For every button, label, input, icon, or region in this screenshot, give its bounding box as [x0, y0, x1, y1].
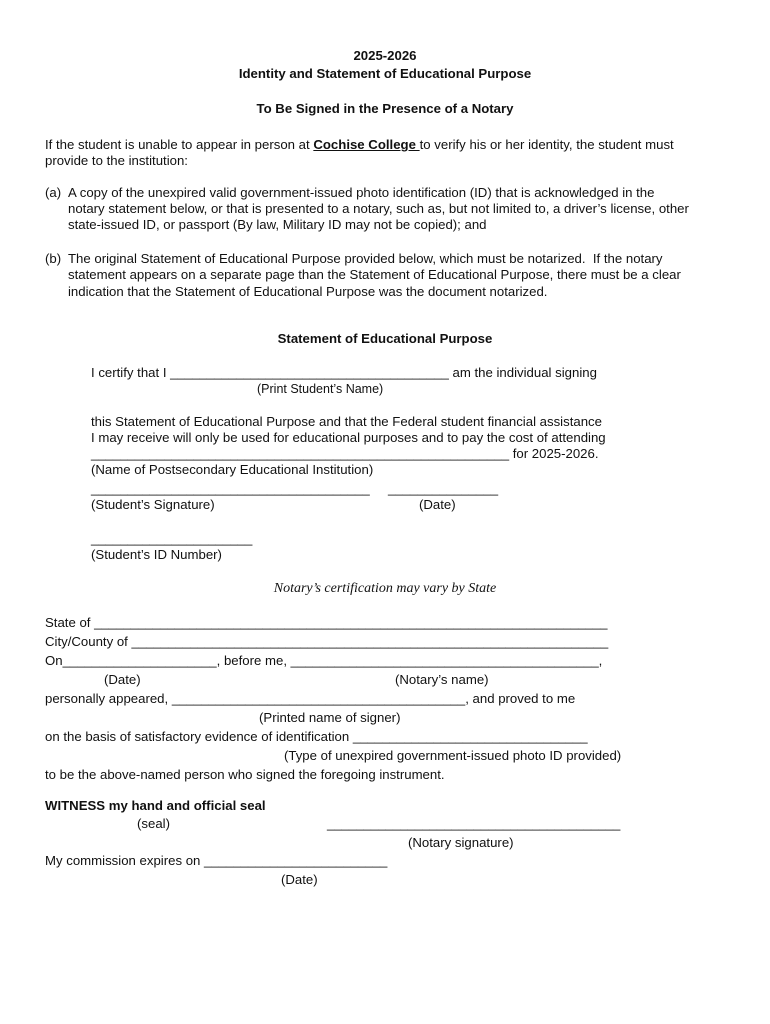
notary-note: Notary’s certification may vary by State	[273, 581, 497, 596]
commission-date-caption: (Date)	[281, 872, 318, 887]
student-id-caption: (Student’s ID Number)	[91, 547, 222, 562]
statement-heading: Statement of Educational Purpose	[277, 331, 493, 346]
student-signature-caption: (Student’s Signature)	[91, 497, 215, 512]
institution-caption: (Name of Postsecondary Educational Institution)	[91, 462, 374, 477]
item-b-label: (b)	[45, 251, 62, 266]
foregoing-instrument-line: to be the above-named person who signed the foregoing instrument.	[45, 767, 445, 782]
print-name-caption: (Print Student’s Name)	[257, 382, 384, 396]
notary-signature-caption: (Notary signature)	[408, 835, 514, 850]
item-b-line-3: indication that the Statement of Educational Purpose was the document notarized.	[68, 284, 548, 299]
intro-line-1	[45, 137, 674, 153]
witness-heading: WITNESS my hand and official seal	[45, 798, 266, 813]
seal-label: (seal)	[137, 816, 170, 831]
college-name: Cochise College	[313, 137, 420, 152]
intro-text-post: to verify his or her identity, the student must	[419, 137, 674, 152]
institution-line[interactable]: _________________________________________________________ for 2025-2026.	[91, 446, 599, 461]
state-line[interactable]: State of ______________________________________________________________________	[45, 615, 608, 630]
student-id-line[interactable]: ______________________	[91, 531, 253, 546]
form-title: Identity and Statement of Educational Purpose	[238, 66, 532, 81]
statement-body-line-1: this Statement of Educational Purpose and that the Federal student financial assistance	[91, 414, 602, 429]
notary-name-caption: (Notary’s name)	[395, 672, 489, 687]
form-subtitle: To Be Signed in the Presence of a Notary	[256, 101, 514, 116]
student-date-caption: (Date)	[419, 497, 456, 512]
student-signature-line[interactable]: ______________________________________ _______________	[91, 481, 499, 496]
city-county-line[interactable]: City/County of _________________________________________________________________	[45, 634, 609, 649]
intro-line-2: provide to the institution:	[45, 153, 188, 168]
identification-basis-line[interactable]: on the basis of satisfactory evidence of identification ________________________________	[45, 729, 588, 744]
item-a-line-2: notary statement below, or that is presented to a notary, such as, but not limited to, a driver’s license, other	[68, 201, 689, 216]
intro-text-pre: If the student is unable to appear in person at	[45, 137, 314, 152]
notary-date-caption: (Date)	[104, 672, 141, 687]
item-a-label: (a)	[45, 185, 62, 200]
appeared-line[interactable]: personally appeared, ________________________________________, and proved to me	[45, 691, 576, 706]
item-b-line-2: statement appears on a separate page than the Statement of Educational Purpose, there must be a clear	[68, 267, 681, 282]
printed-name-caption: (Printed name of signer)	[259, 710, 401, 725]
certify-line[interactable]: I certify that I ______________________________________ am the individual signing	[91, 365, 597, 380]
on-date-notary-line[interactable]: On_____________________, before me, __________________________________________,	[45, 653, 603, 668]
form-year: 2025-2026	[353, 48, 417, 63]
item-a-line-3: state-issued ID, or passport (By law, Military ID may not be copied); and	[68, 217, 487, 232]
statement-body-line-2: I may receive will only be used for educational purposes and to pay the cost of attending	[91, 430, 606, 445]
id-type-caption: (Type of unexpired government-issued photo ID provided)	[284, 748, 622, 763]
commission-expires-line[interactable]: My commission expires on _________________________	[45, 853, 388, 868]
item-b-line-1: The original Statement of Educational Purpose provided below, which must be notarized. If the notary	[68, 251, 663, 266]
item-a-line-1: A copy of the unexpired valid government-issued photo identification (ID) that is acknowledged in the	[68, 185, 655, 200]
notary-signature-line[interactable]: ________________________________________	[327, 816, 621, 831]
